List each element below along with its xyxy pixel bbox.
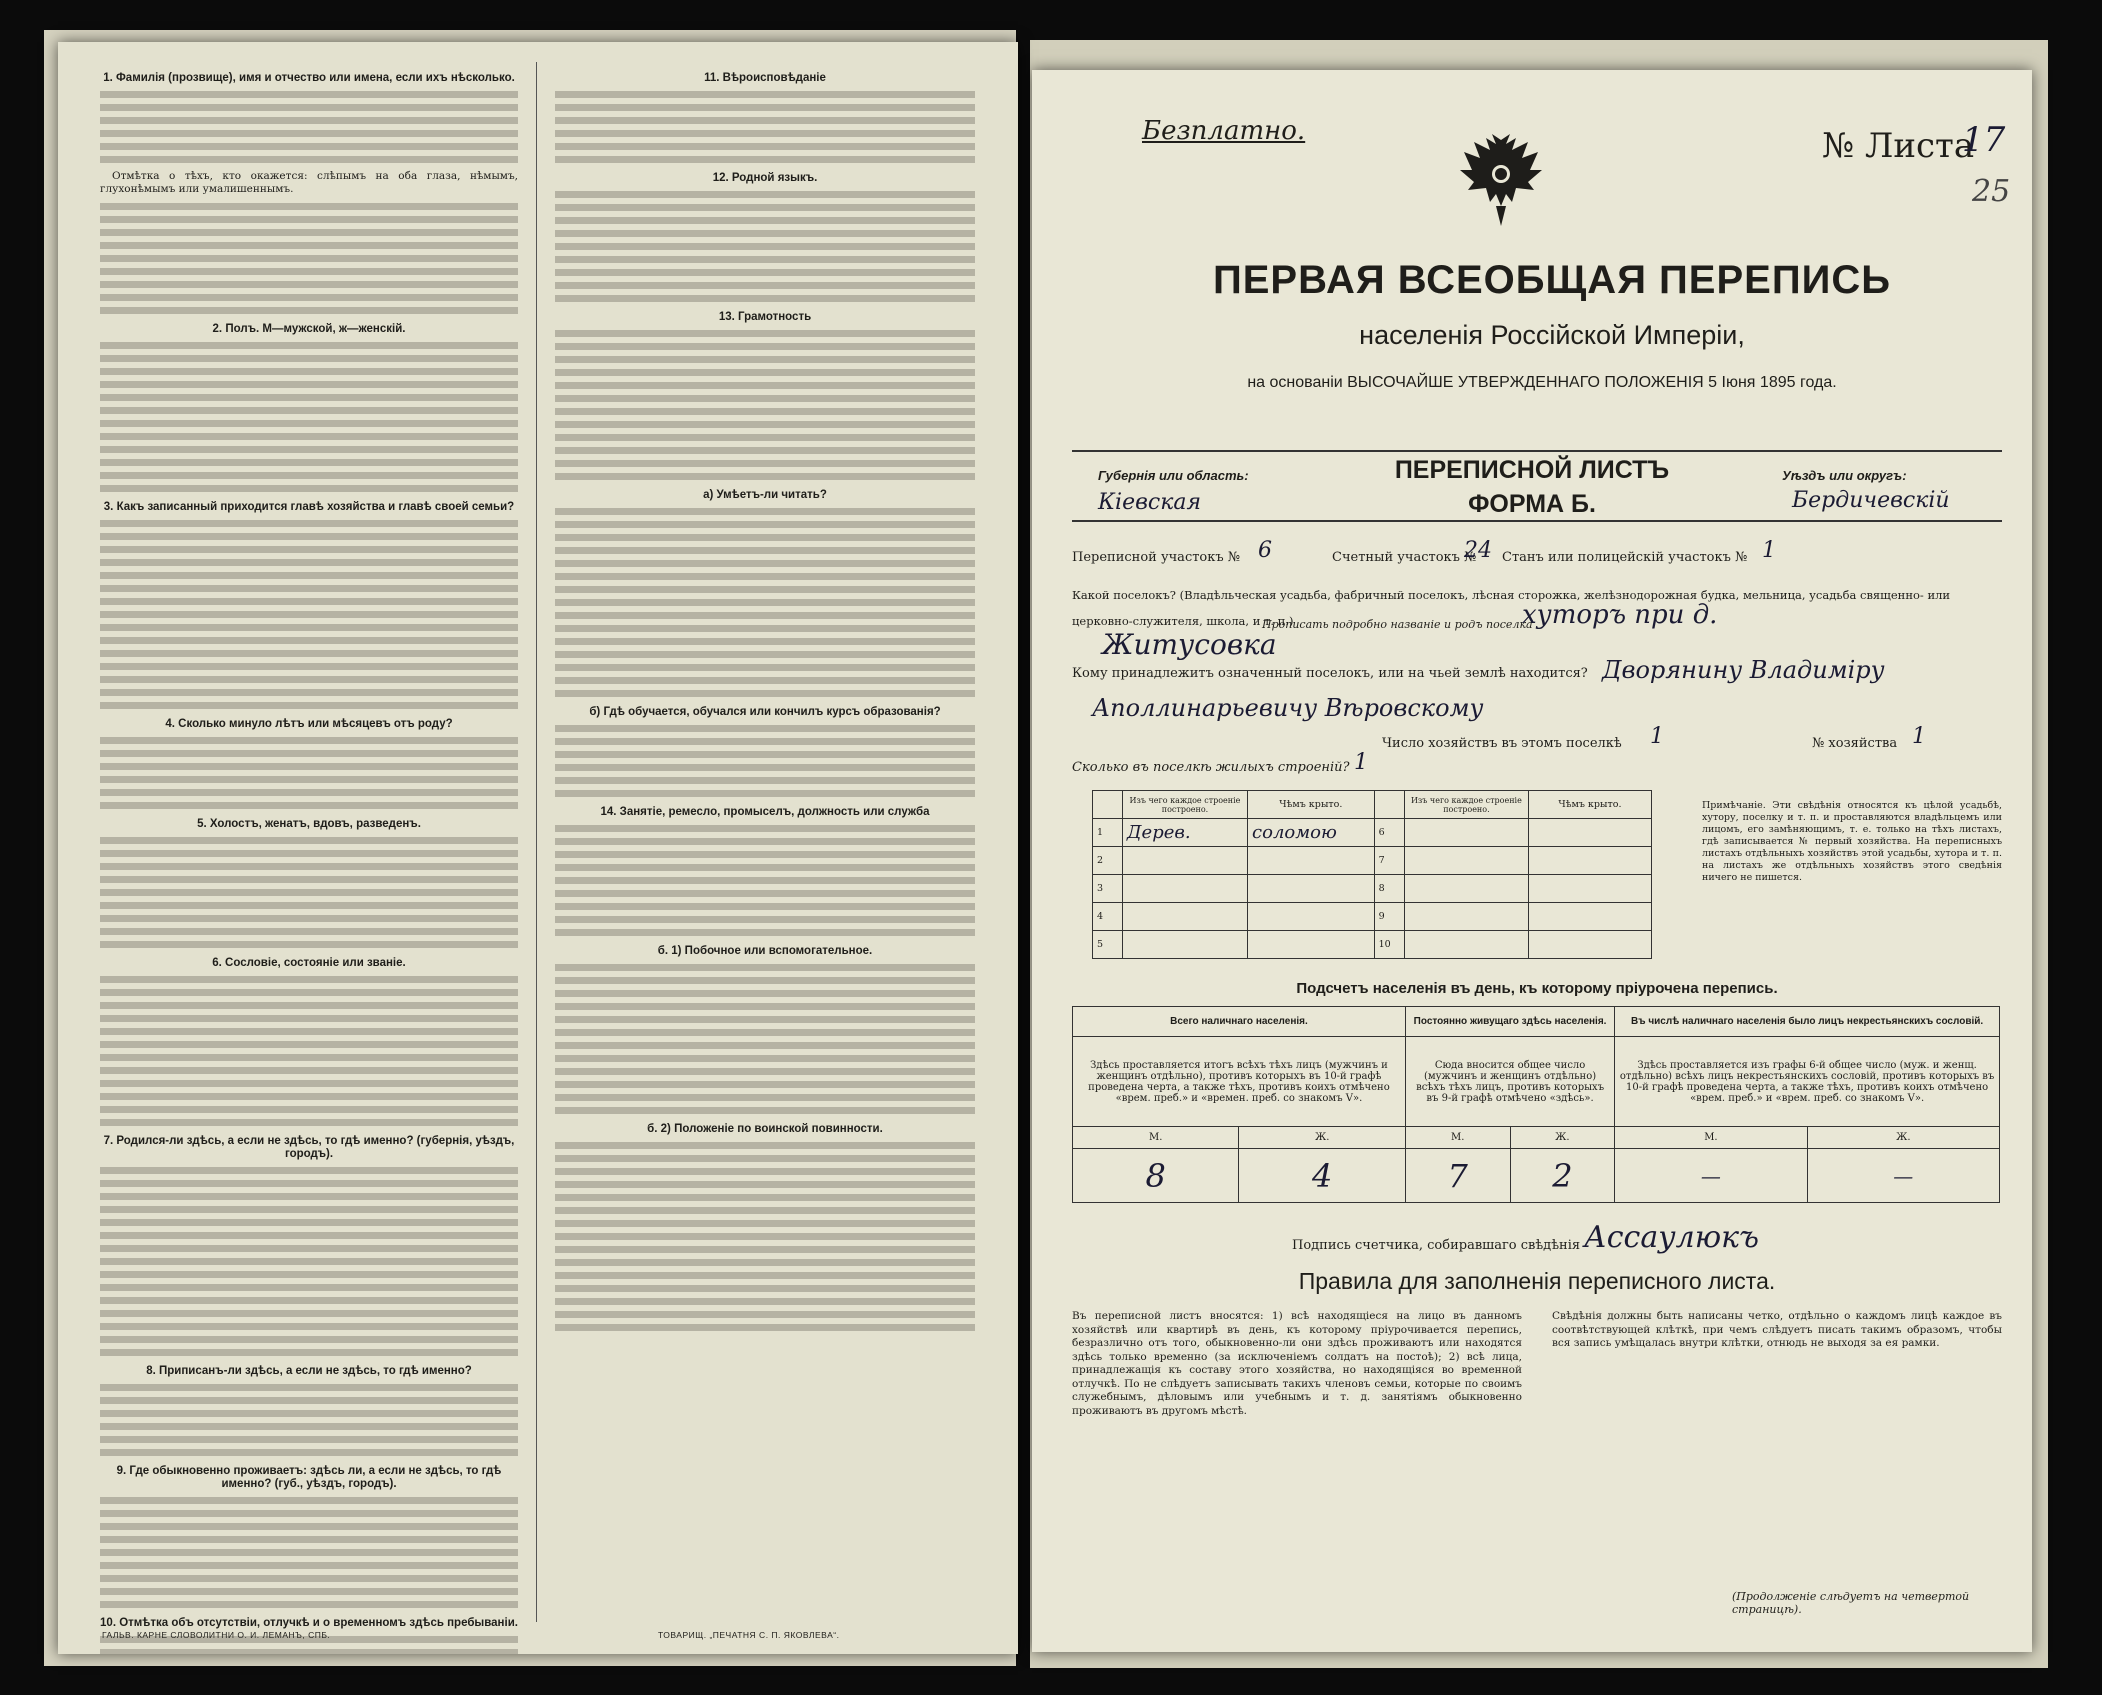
- instruction-heading: 3. Какъ записанный приходится главѣ хозяйства и главѣ своей семьи?: [103, 501, 515, 513]
- count-col-resident: Постоянно живущаго здѣсь населенія.: [1405, 1007, 1614, 1037]
- text-block-decoration: [555, 505, 975, 700]
- count-resident-female: 2: [1510, 1149, 1615, 1203]
- text-block-decoration: [100, 517, 518, 712]
- printer-footer-right: ТОВАРИЩ. „ПЕЧАТНЯ С. П. ЯКОВЛЕВА“.: [658, 1630, 840, 1640]
- text-block-decoration: [100, 339, 518, 495]
- text-block-decoration: [555, 822, 975, 939]
- bld-row-no: 9: [1374, 903, 1404, 931]
- bld-row-no: 8: [1374, 875, 1404, 903]
- bld-row-no: 1: [1093, 819, 1123, 847]
- census-basis: на основаніи ВЫСОЧАЙШЕ УТВЕРЖДЕННАГО ПОЛОЖЕНІЯ 5 Іюня 1895 года.: [1247, 374, 1837, 391]
- bld-header-material-2: Изъ чего каждое строеніе построено.: [1404, 791, 1528, 819]
- form-title: ПЕРЕПИСНОЙ ЛИСТЪ: [1394, 456, 1670, 484]
- text-block-decoration: [100, 973, 518, 1129]
- instruction-heading: 10. Отмѣтка объ отсутствіи, отлучкѣ и о временномъ здѣсь пребываніи.: [100, 1617, 518, 1629]
- instruction-heading: 9. Где обыкновенно проживаетъ: здѣсь ли, а если не здѣсь, то гдѣ именно? (губ., уѣздъ, городъ).: [116, 1465, 502, 1490]
- printer-footer-left: ГАЛЬВ. КАРНЕ СЛОВОЛИТНИ О. И. ЛЕМАНЪ, СПБ.: [102, 1630, 331, 1640]
- text-block-decoration: [100, 1381, 518, 1459]
- column-divider: [536, 62, 537, 1622]
- precinct-label: Переписной участокъ №: [1072, 550, 1241, 565]
- count-col-total: Всего наличнаго населенія.: [1073, 1007, 1406, 1037]
- instruction-heading: а) Умѣетъ-ли читать?: [703, 489, 827, 501]
- households-value: 1: [1650, 724, 1664, 749]
- bld-row-no: 4: [1093, 903, 1123, 931]
- male-header: М.: [1405, 1127, 1510, 1149]
- instruction-heading: б. 2) Положеніе по воинской повинности.: [647, 1123, 883, 1135]
- stan-value: 1: [1762, 538, 1776, 563]
- owner-value: Дворянину Владиміру: [1602, 656, 1885, 684]
- count-value: 24: [1464, 538, 1492, 563]
- bld-row-no: 6: [1374, 819, 1404, 847]
- buildings-label: Сколько въ поселкѣ жилыхъ строеній?: [1072, 760, 1350, 775]
- male-header: М.: [1073, 1127, 1239, 1149]
- instructions-column-1: [100, 66, 518, 1654]
- households-label: Число хозяйствъ въ этомъ поселкѣ: [1382, 736, 1622, 751]
- buildings-value: 1: [1354, 750, 1368, 775]
- owner-label: Кому принадлежитъ означенный поселокъ, или на чьей землѣ находится?: [1072, 666, 1588, 681]
- count-total-male: 8: [1073, 1149, 1239, 1203]
- continued-note: (Продолженіе слѣдуетъ на четвертой страницѣ).: [1732, 1590, 1970, 1616]
- count-desc-resident: Сюда вносится общее число (мужчинъ и женщинъ отдѣльно) всѣхъ тѣхъ лицъ, противъ которыхъ въ 9-й графѣ отмѣчено «здѣсь».: [1405, 1037, 1614, 1127]
- count-total-female: 4: [1239, 1149, 1405, 1203]
- rules-title: Правила для заполненія переписного листа.: [1298, 1268, 1776, 1294]
- buildings-note: Примѣчаніе. Эти свѣдѣнія относятся къ цѣлой усадьбѣ, хутору, поселку и т. п. и проставляются владѣльцемъ или лицомъ, его замѣняющимъ, т. е. только на тѣхъ листахъ, гдѣ записывается № первый хозяйства. На переписныхъ листахъ отдѣльныхъ хозяйствъ этой усадьбы, хутора и т. п. на листахъ же отдѣльныхъ хозяйствъ этого сведѣнія ничего не пишется.: [1702, 800, 2002, 883]
- sheet-number-value: 17: [1962, 120, 2006, 160]
- census-subtitle: населенія Россійской Имперіи,: [1359, 320, 1745, 350]
- form-subtitle: ФОРМА Б.: [1468, 490, 1596, 518]
- settlement-value-name: Житусовка: [1102, 628, 1277, 661]
- uezd-value: Бердичевскій: [1792, 488, 1950, 513]
- owner-value-cont: Аполлинарьевичу Вѣровскому: [1092, 694, 1484, 722]
- text-block-decoration: [555, 327, 975, 483]
- female-header: Ж.: [1510, 1127, 1615, 1149]
- signature-label: Подпись счетчика, собиравшаго свѣдѣнія: [1292, 1238, 1581, 1253]
- population-count-table: [1072, 1006, 2000, 1203]
- bld-row-no: 7: [1374, 847, 1404, 875]
- bld-row-no: 3: [1093, 875, 1123, 903]
- instruction-heading: 6. Сословіе, состояніе или званіе.: [212, 957, 406, 969]
- bld-header-roof-2: Чѣмъ крыто.: [1528, 791, 1651, 819]
- text-block-decoration: [555, 88, 975, 166]
- settlement-label: Какой поселокъ? (Владѣльческая усадьба, фабричный поселокъ, лѣсная сторожка, желѣзнодорожная будка, мельница, усадьба священно- или церковно-служителя, школа, и т. п.): [1072, 588, 1951, 628]
- text-block-decoration: [555, 1139, 975, 1334]
- count-desc-total: Здѣсь проставляется итогъ всѣхъ тѣхъ лицъ (мужчинъ и женщинъ отдѣльно), противъ которыхъ въ 10-й графѣ проведена черта, а также тѣхъ, противъ коихъ отмѣчено «врем. преб.» и «времен. преб. со знакомъ V».: [1073, 1037, 1406, 1127]
- rules-column-2: Свѣдѣнія должны быть написаны четко, отдѣльно о каждомъ лицѣ каждое въ соотвѣтствующей клѣткѣ, при чемъ слѣдуетъ писать такимъ образомъ, чтобы вся запись умѣщалась внутри клѣтки, отнюдь не выходя за ея рамки.: [1552, 1310, 2002, 1349]
- left-page-instructions: [58, 42, 1018, 1654]
- instruction-heading: 4. Сколько минуло лѣтъ или мѣсяцевъ отъ роду?: [165, 718, 453, 730]
- text-block-decoration: [100, 200, 518, 317]
- bld-row1-material: Дерев.: [1122, 819, 1247, 847]
- precinct-value: 6: [1258, 538, 1272, 563]
- census-title: ПЕРВАЯ ВСЕОБЩАЯ ПЕРЕПИСЬ: [1213, 258, 1891, 302]
- text-block-decoration: [100, 834, 518, 951]
- text-block-decoration: [100, 1494, 518, 1611]
- imperial-eagle-icon: [1456, 130, 1546, 230]
- text-block-decoration: [555, 188, 975, 305]
- instruction-heading: 7. Родился-ли здѣсь, а если не здѣсь, то гдѣ именно? (губернія, уѣздъ, городъ).: [103, 1135, 515, 1160]
- bld-header-material: Изъ чего каждое строеніе построено.: [1122, 791, 1247, 819]
- instruction-heading: 2. Полъ. М—мужской, ж—женскій.: [212, 323, 406, 335]
- instruction-heading: б. 1) Побочное или вспомогательное.: [657, 945, 873, 957]
- instruction-heading: б) Гдѣ обучается, обучался или кончилъ курсъ образованія?: [589, 706, 941, 718]
- household-no-label: № хозяйства: [1812, 736, 1898, 751]
- count-desc-non-peasant: Здѣсь проставляется изъ графы 6-й общее число (муж. и женщ. отдѣльно) всѣхъ лицъ некрестьянскихъ сословій, противъ которыхъ въ 10-й графѣ проведена черта, а также тѣхъ, противъ коихъ отмѣчено «врем. преб.» и «врем. преб. со знакомъ V».: [1615, 1037, 2000, 1127]
- stan-label: Станъ или полицейскій участокъ №: [1502, 550, 1748, 565]
- instruction-heading: 11. Вѣроисповѣданіе: [704, 72, 826, 84]
- instruction-text: Отмѣтка о тѣхъ, кто окажется: слѣпымъ на оба глаза, нѣмымъ, глухонѣмымъ или умалишеннымъ.: [100, 170, 518, 195]
- text-block-decoration: [100, 88, 518, 166]
- female-header: Ж.: [1239, 1127, 1405, 1149]
- count-resident-male: 7: [1405, 1149, 1510, 1203]
- instruction-heading: 8. Приписанъ-ли здѣсь, а если не здѣсь, то гдѣ именно?: [146, 1365, 472, 1377]
- enumerator-signature: Ассаулюкъ: [1584, 1220, 1760, 1255]
- sheet-number-label: № Листа: [1822, 126, 1975, 166]
- male-header: М.: [1615, 1127, 1807, 1149]
- text-block-decoration: [100, 1164, 518, 1359]
- gubernia-label: Губернія или область:: [1098, 468, 1249, 483]
- count-label: Счетный участокъ №: [1332, 550, 1477, 565]
- text-block-decoration: [555, 722, 975, 800]
- bld-header-roof: Чѣмъ крыто.: [1248, 791, 1375, 819]
- count-title: Подсчетъ населенія въ день, къ которому пріурочена перепись.: [1296, 980, 1778, 997]
- instructions-column-2: [555, 66, 975, 1338]
- instruction-heading: 12. Родной языкъ.: [712, 172, 818, 184]
- bld-row1-roof: соломою: [1248, 819, 1375, 847]
- instruction-heading: 13. Грамотность: [718, 311, 812, 323]
- free-label: Безплатно.: [1142, 116, 1306, 146]
- instruction-heading: 5. Холостъ, женатъ, вдовъ, разведенъ.: [197, 818, 421, 830]
- instruction-heading: 14. Занятіе, ремесло, промыселъ, должность или служба: [600, 806, 930, 818]
- bld-row-no: 5: [1093, 931, 1123, 959]
- text-block-decoration: [555, 961, 975, 1117]
- count-nonpeasant-female: —: [1807, 1149, 1999, 1203]
- gubernia-value: Кіевская: [1098, 490, 1202, 515]
- household-no-value: 1: [1912, 724, 1926, 749]
- count-nonpeasant-male: —: [1615, 1149, 1807, 1203]
- sheet-number-alt: 25: [1972, 174, 2011, 209]
- text-block-decoration: [100, 734, 518, 812]
- female-header: Ж.: [1807, 1127, 1999, 1149]
- instruction-heading: 1. Фамилія (прозвище), имя и отчество или имена, если ихъ нѣсколько.: [103, 72, 515, 84]
- settlement-value: хуторъ при д.: [1522, 600, 1718, 630]
- count-col-non-peasant: Въ числѣ наличнаго населенія было лицъ некрестьянскихъ сословій.: [1615, 1007, 2000, 1037]
- buildings-table: [1092, 790, 1652, 959]
- uezd-label: Уѣздъ или округъ:: [1782, 468, 1907, 483]
- census-form-page: [1032, 70, 2032, 1652]
- bld-row-no: 10: [1374, 931, 1404, 959]
- bld-row-no: 2: [1093, 847, 1123, 875]
- rules-column-1: Въ переписной листъ вносятся: 1) всѣ находящіеся на лицо въ данномъ хозяйствѣ или квартирѣ въ день, къ которому пріурочивается перепись, безразлично отъ того, обыкновенно-ли они здѣсь проживаютъ или находятся здѣсь только временно (за исключеніемъ солдатъ на постоѣ); 2) всѣ лица, принадлежащія къ составу этого хозяйства, но находящіяся во временной отлучкѣ. По не слѣдуетъ записывать такихъ членовъ семьи, которые по своимъ служебнымъ, дѣловымъ или учебнымъ и т. д. занятіямъ обыкновенно проживаютъ въ другомъ мѣстѣ.: [1072, 1310, 1522, 1417]
- settlement-hint: Прописать подробно названіе и родъ поселка: [1262, 618, 1533, 631]
